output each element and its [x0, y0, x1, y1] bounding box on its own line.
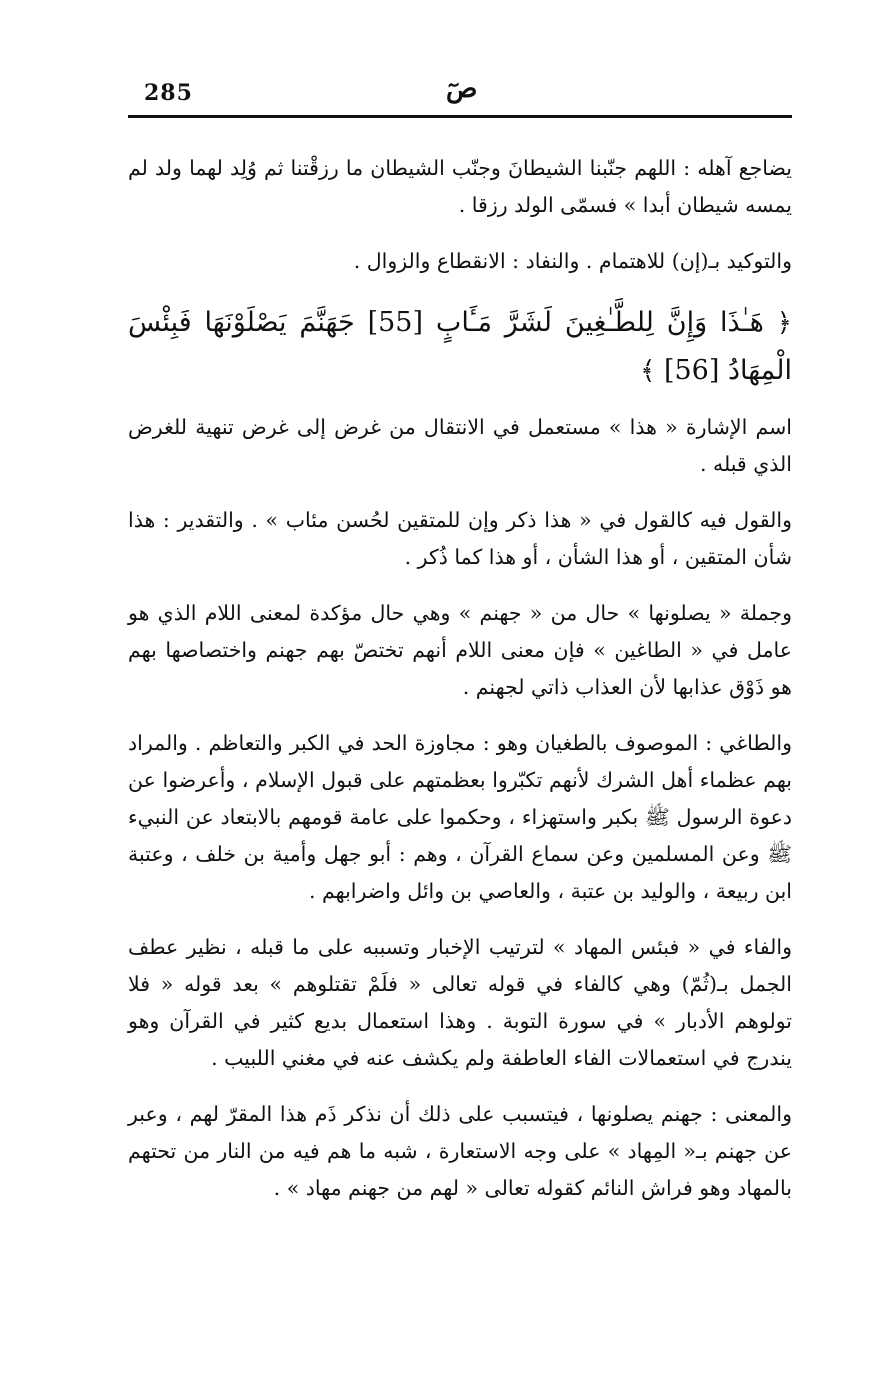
paragraph: يضاجع آهله : اللهم جنّبنا الشيطانَ وجنّب الشيطان ما رزقْتنا ثم وُلِد لهما ولد لم يمسه شيطان أبدا » فسمّى الولد رزقا . — [128, 156, 792, 217]
commentary-paragraph: والقول فيه كالقول في « هذا ذكر وإن للمتقين لحُسن مئاب » . والتقدير : هذا شأن المتقين ، أو هذا الشأن ، أو هذا كما ذُكر . — [128, 508, 792, 569]
page-header — [128, 74, 792, 114]
header-rule — [128, 115, 792, 118]
page-number: 285 — [144, 80, 193, 106]
verse-open-bracket: ﴿ — [776, 308, 792, 338]
commentary-paragraph: اسم الإشارة « هذا » مستعمل في الانتقال من غرض إلى غرض تنهية للغرض الذي قبله . — [128, 415, 792, 476]
surah-name: صٓ — [446, 74, 478, 104]
commentary-paragraph: والفاء في « فبئس المهاد » لترتيب الإخبار وتسببه على ما قبله ، نظير عطف الجمل بـ(ثُمّ) وهي كالفاء في قوله تعالى « فلَمْ تقتلوهم » بعد قوله « فلا تولوهم الأدبار » في سورة التوبة . وهذا استعمال بديع كثير في القرآن وهو يندرج في استعمالات الفاء العاطفة ولم يكشف عنه في مغني اللبيب . — [128, 935, 792, 1070]
paragraph: والتوكيد بـ(إن) للاهتمام . والنفاد : الانقطاع والزوال . — [353, 249, 792, 273]
verse-text: هَـٰذَا وَإِنَّ لِلطَّـٰغِينَ لَشَرَّ مَـَٔابٍ [55] جَهَنَّمَ يَصْلَوْنَهَا فَبِئْسَ الْمِهَادُ [56] — [128, 307, 792, 386]
commentary-paragraph: وجملة « يصلونها » حال من « جهنم » وهي حال مؤكدة لمعنى اللام الذي هو عامل في « الطاغين » فإن معنى اللام أنهم تختصّ بهم جهنم واختصاصها بهم هو ذَوْق عذابها لأن العذاب ذاتي لجهنم . — [128, 601, 792, 699]
quran-verse — [128, 299, 792, 395]
page-body — [128, 150, 792, 1226]
verse-close-bracket: ﴾ — [640, 356, 656, 386]
commentary-paragraph: والمعنى : جهنم يصلونها ، فيتسبب على ذلك أن نذكر ذَم هذا المقرّ لهم ، وعبر عن جهنم بـ« المِهاد » على وجه الاستعارة ، شبه ما هم فيه من النار من تحتهم بالمهاد وهو فراش النائم كقوله تعالى « لهم من جهنم مهاد » . — [128, 1102, 792, 1200]
commentary-paragraph: والطاغي : الموصوف بالطغيان وهو : مجاوزة الحد في الكبر والتعاظم . والمراد بهم عظماء أهل الشرك لأنهم تكبّروا بعظمتهم على قبول الإسلام ، وأعرضوا عن دعوة الرسول ﷺ بكبر واستهزاء ، وحكموا على عامة قومهم بالابتعاد عن النبيء ﷺ وعن المسلمين وعن سماع القرآن ، وهم : أبو جهل وأمية بن خلف ، وعتبة ابن ربيعة ، والوليد بن عتبة ، والعاصي بن وائل واضرابهم . — [128, 731, 792, 903]
